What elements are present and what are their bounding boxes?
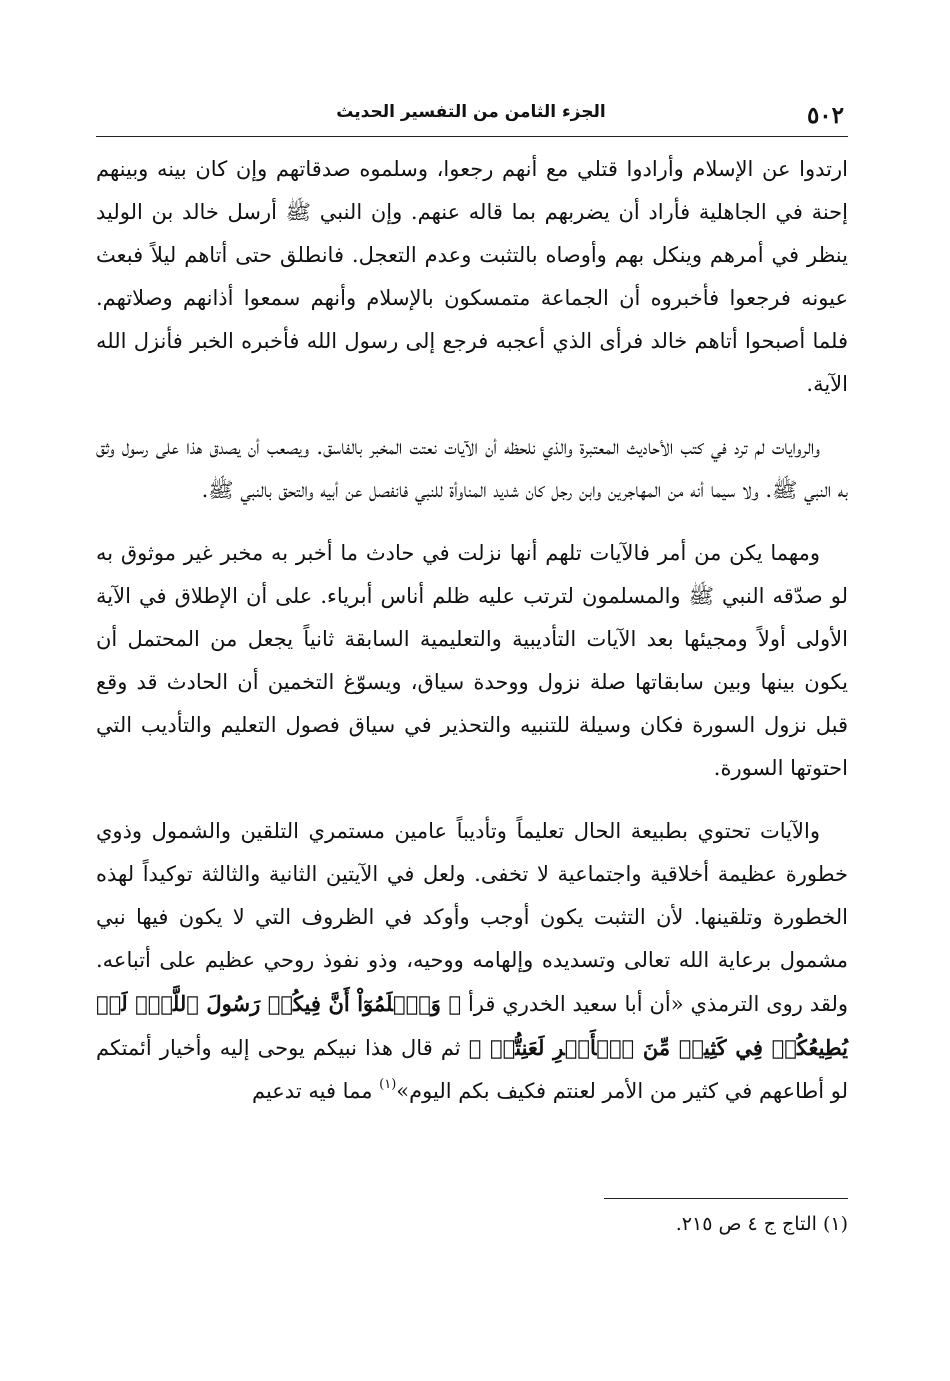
footnote-divider — [604, 1198, 848, 1199]
footnote-marker: (١) — [379, 1077, 397, 1092]
header-divider — [96, 136, 848, 137]
quran-verse: ﴿ وَٱعۡلَمُوٓاْ أَنَّ فِيكُمۡ رَسُولَ ٱللَّهِۚ لَوۡ يُطِيعُكُمۡ فِي كَثِيرٖ مِّنَ ٱلۡأَمۡرِ لَعَنِتُّمۡ ﴾ — [96, 991, 848, 1060]
footnote: (١) التاج ج ٤ ص ٢١٥. — [675, 1213, 848, 1235]
paragraph-3: ومهما يكن من أمر فالآيات تلهم أنها نزلت في حادث ما أخبر به مخبر غير موثوق به لو صدّقه النبي ﷺ والمسلمون لترتب عليه ظلم أناس أبرياء. على أن الإطلاق في الآية الأولى أولاً ومجيئها بعد الآيات التأديبية والتعليمية السابقة ثانياً يجعل من المحتمل أن يكون بينها وبين سابقاتها صلة نزول ووحدة سياق، ويسوّغ التخمين أن الحادث قد وقع قبل نزول السورة فكان وسيلة للتنبيه والتحذير في سياق فصول التعليم والتأديب التي احتوتها السورة. — [96, 541, 848, 780]
paragraph-2: والروايات لم ترد في كتب الأحاديث المعتبرة والذي نلحظه أن الآيات نعتت المخبر بالفاسق. ويصعب أن يصدق هذا على رسول وثق به النبي ﷺ. ولا سيما أنه من المهاجرين وابن رجل كان شديد المناوأة للنبي فانفصل عن أبيه والتحق بالنبي ﷺ. — [96, 435, 848, 502]
paragraph-4 — [96, 810, 848, 1113]
paragraph-4-text: والآيات تحتوي بطبيعة الحال تعليماً وتأديباً عامين مستمري التلقين والشمول وذوي خطورة عظيمة أخلاقية واجتماعية لا تخفى. ولعل في الآيتين الثانية والثالثة توكيداً لهذه الخطورة وتلقينها. لأن التثبت يكون أوجب وأوكد في الظروف التي لا يكون فيها نبي مشمول برعاية الله تعالى وتسديده وإلهامه ووحيه، وذو نفوذ روحي عظيم على أتباعه. ولقد روى الترمذي «أن أبا سعيد الخدري قرأ — [96, 819, 848, 1016]
paragraph-4-ending: مما فيه تدعيم — [251, 1079, 373, 1103]
page-number: ٥٠٢ — [806, 102, 844, 129]
paragraph-4-continuation: ثم قال هذا نبيكم يوحى إليه وأخيار أئمتكم لو أطاعهم في كثير من الأمر لعنتم فكيف بكم اليوم» — [96, 1036, 848, 1103]
body-text — [96, 148, 848, 1113]
page-header — [96, 96, 846, 132]
running-head-title: الجزء الثامن من التفسير الحديث — [336, 102, 606, 122]
paragraph-1: ارتدوا عن الإسلام وأرادوا قتلي مع أنهم رجعوا، وسلموه صدقاتهم وإن كان بينه وبينهم إحنة في الجاهلية فأراد أن يضربهم بما قاله عنهم. وإن النبي ﷺ أرسل خالد بن الوليد ينظر في أمرهم وينكل بهم وأوصاه بالتثبت وعدم التعجل. فانطلق حتى أتاهم ليلاً فبعث عيونه فرجعوا فأخبروه أن الجماعة متمسكون بالإسلام وأنهم سمعوا أذانهم وصلاتهم. فلما أصبحوا أتاهم خالد فرأى الذي أعجبه فرجع إلى رسول الله فأخبره الخبر فأنزل الله الآية. — [96, 157, 848, 396]
